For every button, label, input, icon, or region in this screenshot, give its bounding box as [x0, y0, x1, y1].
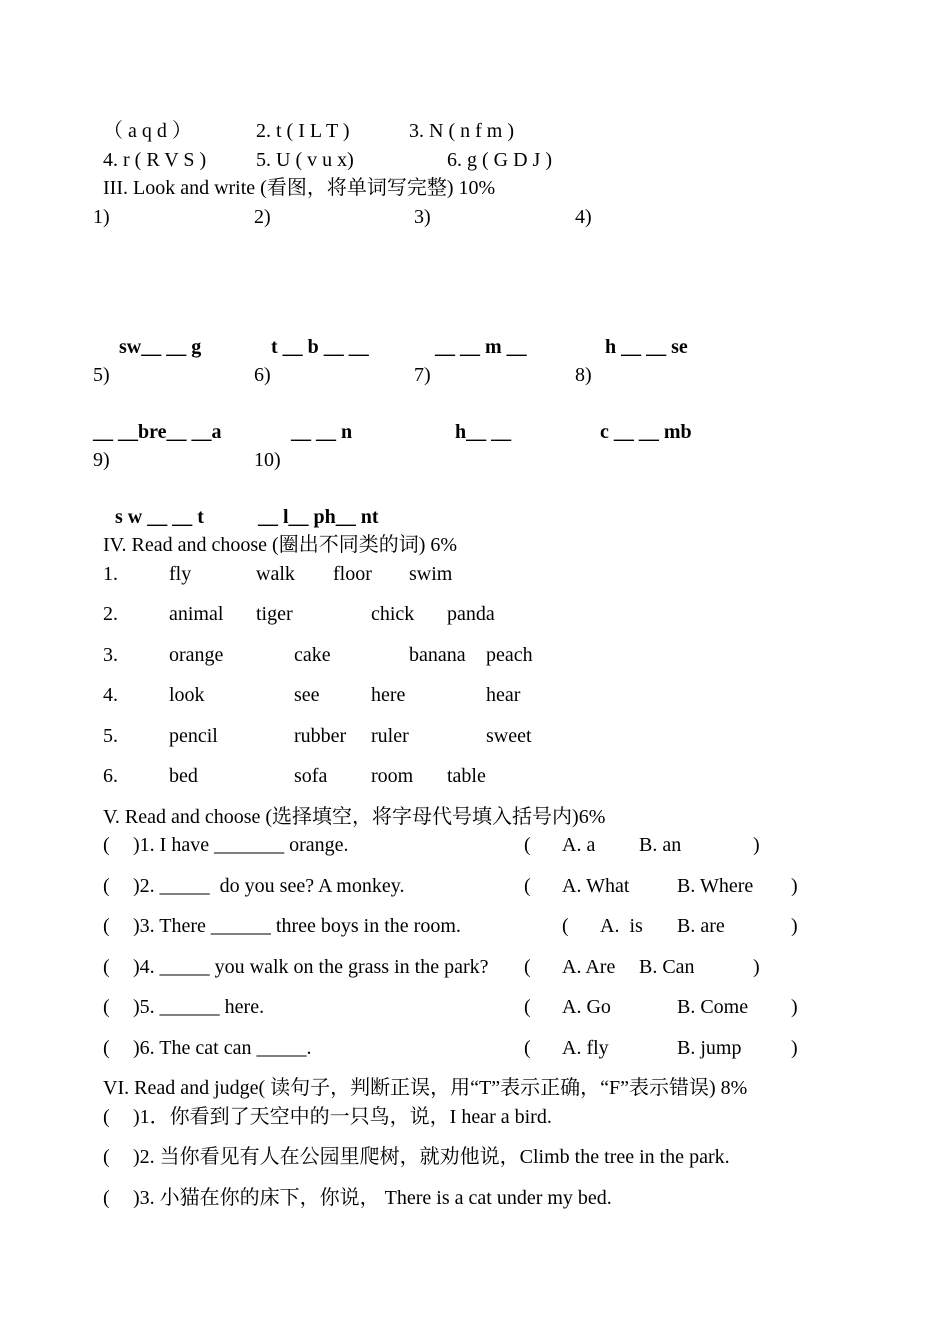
word-option[interactable]: ruler [371, 725, 409, 747]
answer-paren-open: ( [103, 875, 110, 897]
word-option[interactable]: panda [447, 603, 495, 625]
judge-sentence: )1．你看到了天空中的一只鸟，说，I hear a bird. [133, 1106, 552, 1128]
answer-paren-open: ( [103, 996, 110, 1018]
row-number: 3. [103, 644, 118, 666]
options-paren-close: ) [753, 956, 760, 978]
picture-number: 1) [93, 206, 110, 228]
picture-number: 6) [254, 364, 271, 386]
options-paren-open: ( [524, 1037, 531, 1059]
letters-item-6: 6. g ( G D J ) [447, 149, 552, 171]
option-b[interactable]: B. Where [677, 875, 754, 897]
section6-title: VI. Read and judge( 读句子，判断正误，用“T”表示正确，“F”表示错误) 8% [103, 1077, 748, 1099]
row-number: 6. [103, 765, 118, 787]
row-number: 4. [103, 684, 118, 706]
option-a[interactable]: A. is [600, 915, 643, 937]
options-paren-open: ( [524, 956, 531, 978]
options-paren-close: ) [791, 875, 798, 897]
picture-number: 5) [93, 364, 110, 386]
word-option[interactable]: look [169, 684, 205, 706]
word-option[interactable]: cake [294, 644, 331, 666]
word-option[interactable]: peach [486, 644, 533, 666]
word-option[interactable]: orange [169, 644, 224, 666]
word-option[interactable]: tiger [256, 603, 293, 625]
answer-paren-open: ( [103, 1146, 110, 1168]
word-option[interactable]: floor [333, 563, 372, 585]
picture-number: 4) [575, 206, 592, 228]
word-option[interactable]: bed [169, 765, 198, 787]
word-option[interactable]: table [447, 765, 486, 787]
answer-paren-open: ( [103, 1106, 110, 1128]
answer-paren-open: ( [103, 915, 110, 937]
picture-number: 8) [575, 364, 592, 386]
fill-word: __ l__ ph__ nt [258, 506, 379, 528]
answer-paren-open: ( [103, 1037, 110, 1059]
option-b[interactable]: B. jump [677, 1037, 742, 1059]
word-option[interactable]: swim [409, 563, 453, 585]
judge-sentence: )3. 小猫在你的床下，你说， There is a cat under my bed. [133, 1187, 612, 1209]
question-text: )3. There ______ three boys in the room. [133, 915, 461, 937]
option-a[interactable]: A. What [562, 875, 630, 897]
row-number: 1. [103, 563, 118, 585]
options-paren-close: ) [753, 834, 760, 856]
row-number: 5. [103, 725, 118, 747]
picture-number: 9) [93, 449, 110, 471]
letters-item-2: 2. t ( I L T ) [256, 120, 350, 142]
letters-item-1: （ a q d ） [103, 120, 192, 142]
picture-number: 2) [254, 206, 271, 228]
question-text: )4. _____ you walk on the grass in the park? [133, 956, 489, 978]
word-option[interactable]: sweet [486, 725, 532, 747]
options-paren-open: ( [562, 915, 569, 937]
option-a[interactable]: A. fly [562, 1037, 609, 1059]
section4-title: IV. Read and choose (圈出不同类的词) 6% [103, 534, 458, 556]
fill-word: __ __ n [291, 421, 353, 443]
word-option[interactable]: hear [486, 684, 521, 706]
word-option[interactable]: see [294, 684, 320, 706]
letters-item-3: 3. N ( n f m ) [409, 120, 514, 142]
word-option[interactable]: fly [169, 563, 192, 585]
fill-word: __ __bre__ __a [93, 421, 222, 443]
word-option[interactable]: pencil [169, 725, 218, 747]
section5-title: V. Read and choose (选择填空，将字母代号填入括号内)6% [103, 806, 606, 828]
question-text: )1. I have _______ orange. [133, 834, 349, 856]
option-a[interactable]: A. Go [562, 996, 611, 1018]
options-paren-open: ( [524, 875, 531, 897]
word-option[interactable]: banana [409, 644, 466, 666]
section3-title: III. Look and write (看图，将单词写完整) 10% [103, 177, 496, 199]
answer-paren-open: ( [103, 956, 110, 978]
fill-word: sw__ __ g [119, 336, 202, 358]
fill-word: h__ __ [455, 421, 512, 443]
question-text: )5. ______ here. [133, 996, 265, 1018]
option-a[interactable]: A. Are [562, 956, 616, 978]
row-number: 2. [103, 603, 118, 625]
question-text: )6. The cat can _____. [133, 1037, 312, 1059]
fill-word: s w __ __ t [115, 506, 204, 528]
option-b[interactable]: B. Can [639, 956, 695, 978]
fill-word: c __ __ mb [600, 421, 692, 443]
letters-item-4: 4. r ( R V S ) [103, 149, 207, 171]
picture-number: 3) [414, 206, 431, 228]
picture-number: 7) [414, 364, 431, 386]
word-option[interactable]: chick [371, 603, 415, 625]
options-paren-close: ) [791, 996, 798, 1018]
options-paren-open: ( [524, 996, 531, 1018]
options-paren-close: ) [791, 1037, 798, 1059]
question-text: )2. _____ do you see? A monkey. [133, 875, 405, 897]
word-option[interactable]: animal [169, 603, 224, 625]
judge-sentence: )2. 当你看见有人在公园里爬树，就劝他说，Climb the tree in the park. [133, 1146, 730, 1168]
fill-word: t __ b __ __ [271, 336, 369, 358]
options-paren-open: ( [524, 834, 531, 856]
word-option[interactable]: walk [256, 563, 295, 585]
letters-item-5: 5. U ( v u x) [256, 149, 354, 171]
option-b[interactable]: B. an [639, 834, 682, 856]
word-option[interactable]: here [371, 684, 406, 706]
word-option[interactable]: sofa [294, 765, 328, 787]
word-option[interactable]: rubber [294, 725, 347, 747]
fill-word: __ __ m __ [435, 336, 527, 358]
options-paren-close: ) [791, 915, 798, 937]
answer-paren-open: ( [103, 1187, 110, 1209]
word-option[interactable]: room [371, 765, 414, 787]
answer-paren-open: ( [103, 834, 110, 856]
option-b[interactable]: B. Come [677, 996, 749, 1018]
fill-word: h __ __ se [605, 336, 688, 358]
option-b[interactable]: B. are [677, 915, 725, 937]
option-a[interactable]: A. a [562, 834, 596, 856]
picture-number: 10) [254, 449, 281, 471]
